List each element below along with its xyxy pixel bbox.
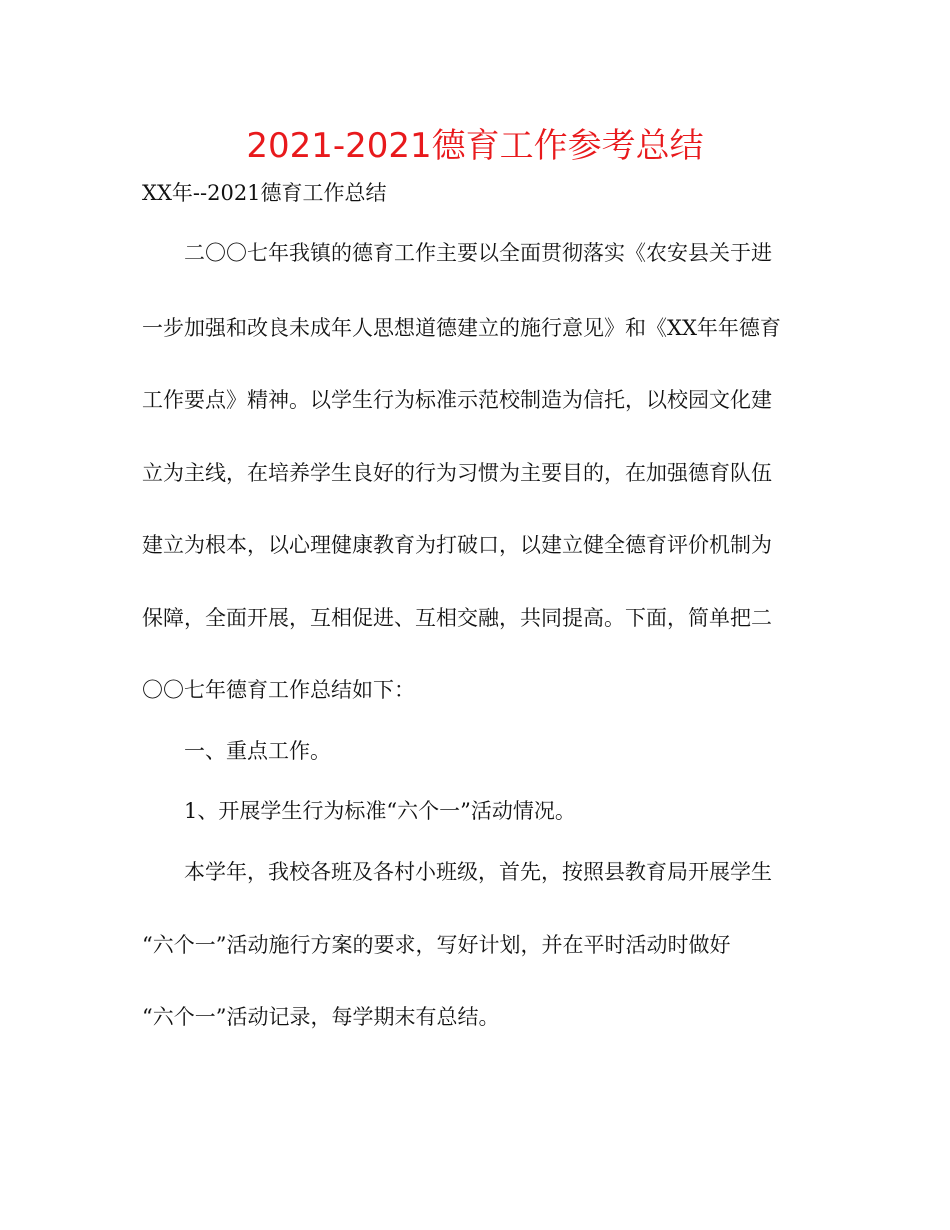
paragraph-line: 本学年，我校各班及各村小班级，首先，按照县教育局开展学生 — [184, 860, 772, 884]
paragraph-line: 立为主线，在培养学生良好的行为习惯为主要目的，在加强德育队伍 — [142, 461, 772, 485]
paragraph-line: “六个一”活动施行方案的要求，写好计划，并在平时活动时做好 — [142, 933, 731, 957]
paragraph-line: 保障，全面开展，互相促进、互相交融，共同提高。下面，简单把二 — [142, 606, 772, 630]
document-title: 2021-2021德育工作参考总结 — [246, 126, 704, 166]
paragraph-line: 工作要点》精神。以学生行为标准示范校制造为信托，以校园文化建 — [142, 388, 772, 412]
paragraph-line: 二〇〇七年我镇的德育工作主要以全面贯彻落实《农安县关于进 — [184, 241, 772, 265]
section-heading: 一、重点工作。 — [184, 739, 331, 763]
paragraph-line: 〇〇七年德育工作总结如下： — [142, 678, 415, 702]
paragraph-line: 建立为根本，以心理健康教育为打破口，以建立健全德育评价机制为 — [142, 533, 772, 557]
paragraph-line: 一步加强和改良未成年人思想道德建立的施行意见》和《XX年年德育 — [142, 316, 781, 340]
document-subtitle: XX年--2021德育工作总结 — [142, 181, 387, 205]
item-heading: 1、开展学生行为标准“六个一”活动情况。 — [184, 799, 576, 823]
paragraph-line: “六个一”活动记录，每学期末有总结。 — [142, 1005, 500, 1029]
